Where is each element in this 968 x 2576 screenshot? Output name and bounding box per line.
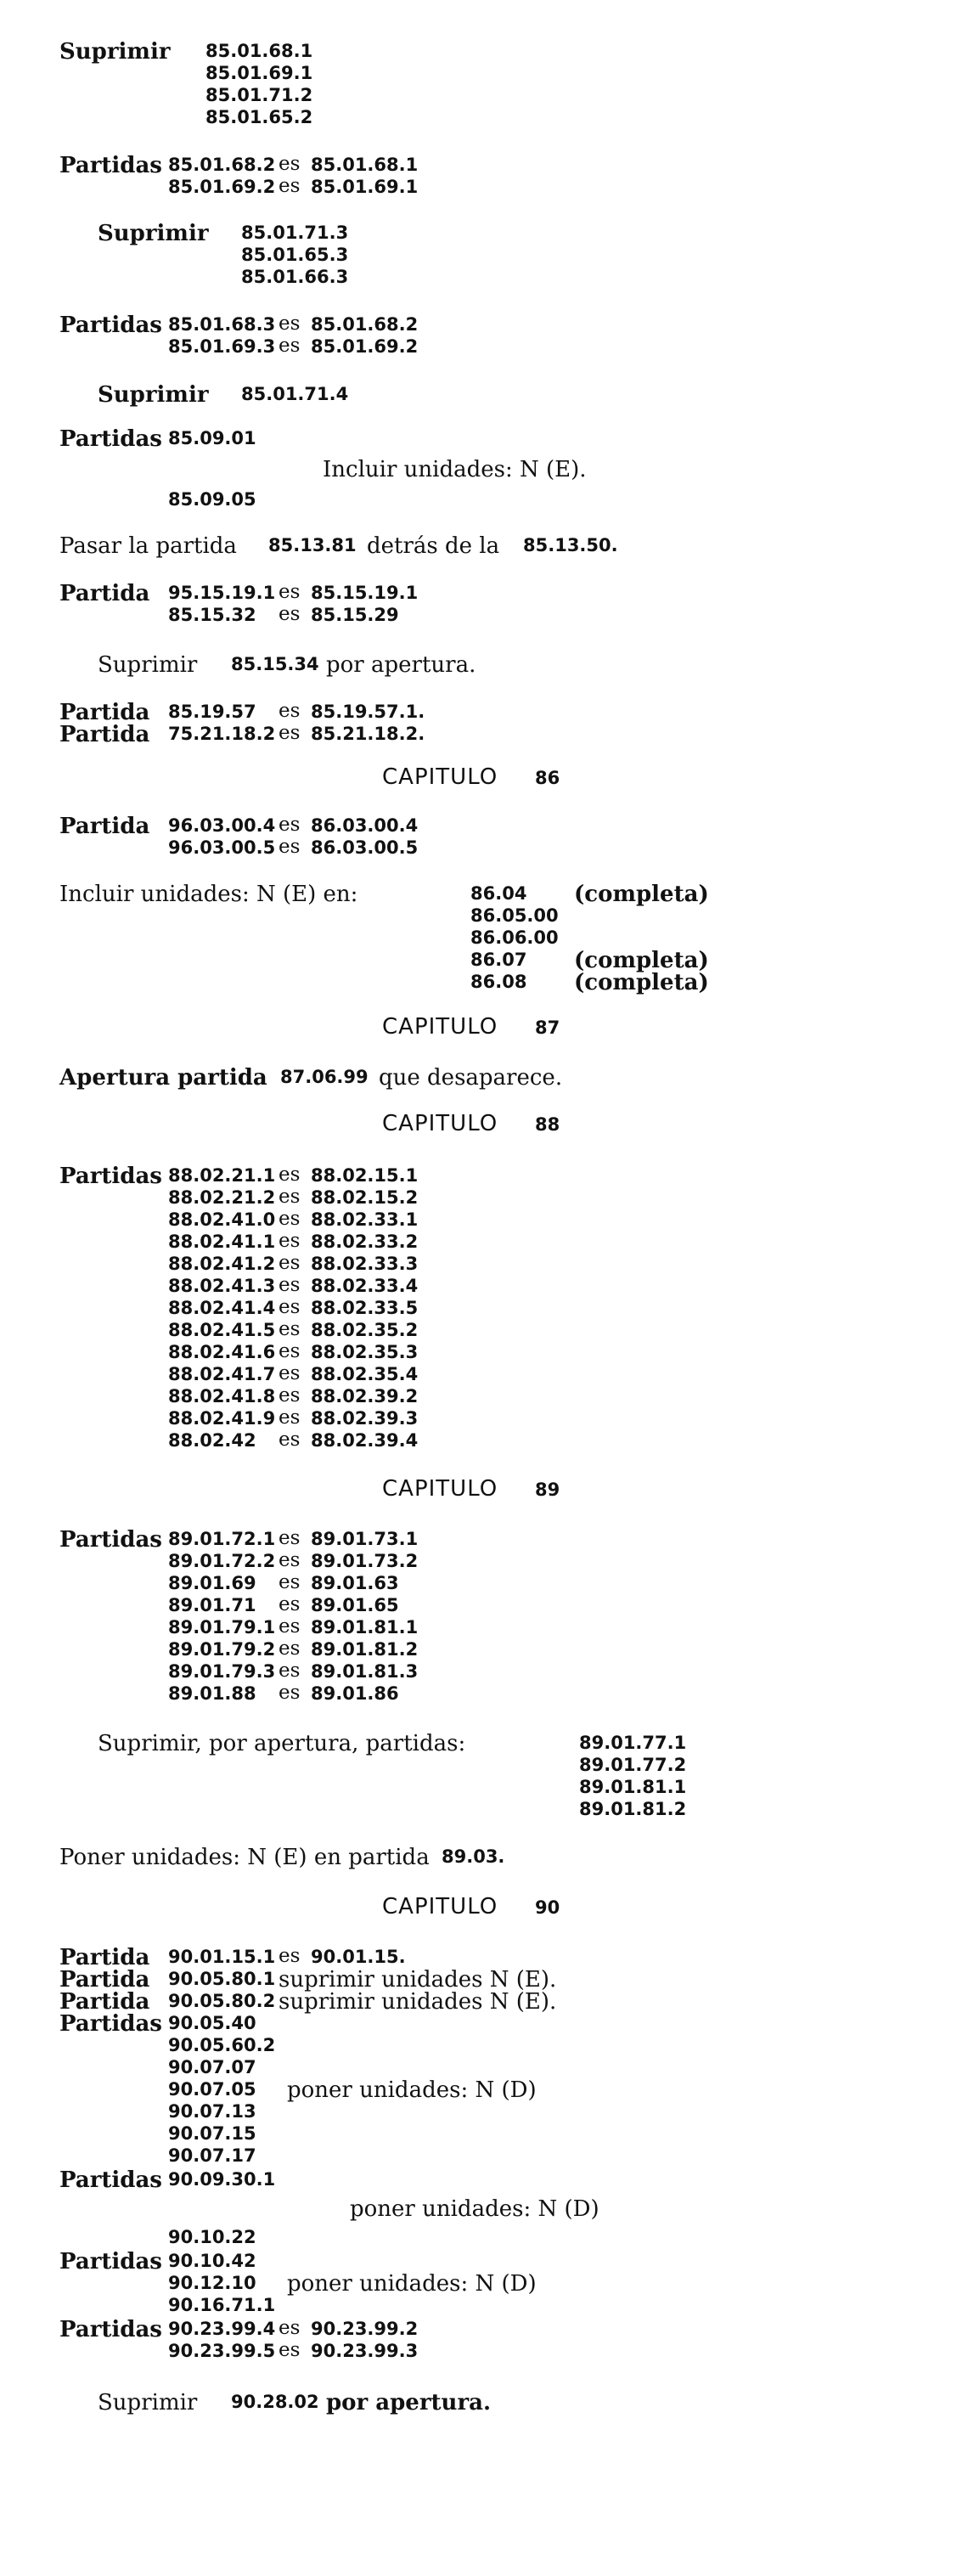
relation-es: es bbox=[279, 1637, 301, 1660]
code: 88.02.21.2 bbox=[168, 1187, 276, 1208]
code: 88.02.35.2 bbox=[311, 1320, 419, 1340]
code: 90.23.99.4 bbox=[168, 2319, 276, 2339]
code: 90.01.15. bbox=[311, 1947, 406, 1967]
suprimir-label: Suprimir bbox=[98, 2390, 198, 2415]
code: 89.01.72.2 bbox=[168, 1551, 276, 1571]
chapter-heading: CAPITULO bbox=[382, 1476, 498, 1502]
note-text: Incluir unidades: N (E). bbox=[323, 457, 587, 482]
incluir-label: Incluir unidades: N (E) en: bbox=[59, 882, 358, 907]
chapter-heading: CAPITULO bbox=[382, 1111, 498, 1136]
chapter-number: 89 bbox=[535, 1480, 560, 1500]
partida-label: Partida bbox=[59, 814, 150, 839]
code: 86.04 bbox=[470, 883, 527, 904]
completa-note: (completa) bbox=[574, 948, 709, 973]
code: 86.06.00 bbox=[470, 927, 559, 948]
code: 88.02.39.2 bbox=[311, 1386, 419, 1406]
code: 85.21.18.2. bbox=[311, 724, 425, 744]
pasar-text: Pasar la partida bbox=[59, 533, 237, 559]
code: 85.09.05 bbox=[168, 489, 256, 510]
partida-label: Partida bbox=[59, 722, 150, 747]
code: 90.05.40 bbox=[168, 2013, 256, 2033]
relation-es: es bbox=[279, 1296, 301, 1318]
code: 88.02.41.2 bbox=[168, 1254, 276, 1274]
relation-es: es bbox=[279, 1660, 301, 1682]
code: 88.02.41.7 bbox=[168, 1364, 276, 1384]
code: 89.01.79.1 bbox=[168, 1617, 276, 1637]
code: 90.23.99.3 bbox=[311, 2341, 419, 2361]
code: 88.02.33.3 bbox=[311, 1254, 419, 1274]
note-text: que desaparece. bbox=[379, 1065, 563, 1091]
partida-label: Partida bbox=[59, 1989, 150, 2015]
code: 86.05.00 bbox=[470, 905, 559, 926]
suprimir-label: Suprimir bbox=[98, 221, 209, 246]
code: 88.02.35.4 bbox=[311, 1364, 419, 1384]
code: 89.01.81.2 bbox=[311, 1639, 419, 1660]
code: 85.01.68.3 bbox=[168, 314, 276, 335]
chapter-number: 88 bbox=[535, 1114, 560, 1135]
relation-es: es bbox=[279, 1384, 301, 1406]
code: 90.05.80.1 bbox=[168, 1969, 276, 1989]
code: 89.01.77.2 bbox=[579, 1755, 687, 1775]
chapter-number: 90 bbox=[535, 1897, 560, 1918]
code: 85.01.71.2 bbox=[205, 85, 313, 105]
partida-label: Partida bbox=[59, 700, 150, 725]
relation-es: es bbox=[279, 1208, 301, 1230]
note-text: por apertura. bbox=[326, 652, 476, 678]
relation-es: es bbox=[279, 1274, 301, 1296]
relation-es: es bbox=[279, 1252, 301, 1274]
relation-es: es bbox=[279, 1230, 301, 1252]
code: 90.09.30.1 bbox=[168, 2169, 276, 2190]
relation-es: es bbox=[279, 2317, 301, 2339]
partida-label: Partida bbox=[59, 581, 150, 606]
code: 85.01.69.1 bbox=[311, 177, 419, 197]
code: 89.01.73.1 bbox=[311, 1529, 419, 1549]
code: 89.01.63 bbox=[311, 1573, 399, 1593]
relation-es: es bbox=[279, 1593, 301, 1615]
relation-es: es bbox=[279, 1549, 301, 1571]
code: 85.01.69.3 bbox=[168, 336, 276, 357]
code: 85.13.50. bbox=[523, 535, 618, 555]
completa-note: (completa) bbox=[574, 970, 709, 995]
note-text: por apertura. bbox=[326, 2390, 492, 2415]
code: 85.01.66.3 bbox=[241, 267, 349, 287]
code: 86.08 bbox=[470, 972, 527, 992]
code: 88.02.41.1 bbox=[168, 1232, 276, 1252]
code: 89.01.88 bbox=[168, 1683, 256, 1704]
code: 85.01.69.2 bbox=[168, 177, 276, 197]
code: 90.16.71.1 bbox=[168, 2295, 276, 2315]
code: 88.02.41.3 bbox=[168, 1276, 276, 1296]
chapter-heading: CAPITULO bbox=[382, 1894, 498, 1919]
code: 89.01.69 bbox=[168, 1573, 256, 1593]
code: 89.01.72.1 bbox=[168, 1529, 276, 1549]
code: 88.02.21.1 bbox=[168, 1165, 276, 1186]
code: 89.01.65 bbox=[311, 1595, 399, 1615]
suprimir-label: Suprimir bbox=[59, 39, 171, 65]
code: 90.23.99.5 bbox=[168, 2341, 276, 2361]
relation-es: es bbox=[279, 1362, 301, 1384]
code: 88.02.33.4 bbox=[311, 1276, 419, 1296]
code: 86.07 bbox=[470, 950, 527, 970]
chapter-heading: CAPITULO bbox=[382, 764, 498, 790]
relation-es: es bbox=[279, 175, 301, 197]
suprimir-label: Suprimir bbox=[98, 652, 198, 678]
partidas-label: Partidas bbox=[59, 2167, 162, 2193]
partidas-label: Partidas bbox=[59, 313, 162, 338]
poner-unidades-text: Poner unidades: N (E) en partida bbox=[59, 1845, 430, 1870]
code: 89.03. bbox=[442, 1846, 505, 1867]
code: 90.07.05 bbox=[168, 2079, 256, 2100]
relation-es: es bbox=[279, 1945, 301, 1967]
code: 88.02.35.3 bbox=[311, 1342, 419, 1362]
relation-es: es bbox=[279, 1615, 301, 1637]
code: 89.01.81.3 bbox=[311, 1661, 419, 1682]
code: 85.15.34 bbox=[231, 654, 319, 674]
code: 89.01.79.3 bbox=[168, 1661, 276, 1682]
code: 85.09.01 bbox=[168, 428, 256, 448]
suprimir-apertura-label: Suprimir, por apertura, partidas: bbox=[98, 1731, 466, 1756]
chapter-number: 87 bbox=[535, 1017, 560, 1038]
code: 88.02.41.8 bbox=[168, 1386, 276, 1406]
code: 90.23.99.2 bbox=[311, 2319, 419, 2339]
code: 88.02.39.3 bbox=[311, 1408, 419, 1429]
code: 88.02.41.5 bbox=[168, 1320, 276, 1340]
partidas-label: Partidas bbox=[59, 1164, 162, 1189]
relation-es: es bbox=[279, 581, 301, 603]
poner-unidades-text: poner unidades: N (D) bbox=[350, 2196, 599, 2222]
partidas-label: Partidas bbox=[59, 2249, 162, 2274]
relation-es: es bbox=[279, 1527, 301, 1549]
code: 88.02.41.6 bbox=[168, 1342, 276, 1362]
code: 90.07.07 bbox=[168, 2057, 256, 2077]
code: 85.15.19.1 bbox=[311, 583, 419, 603]
code: 89.01.79.2 bbox=[168, 1639, 276, 1660]
code: 85.15.32 bbox=[168, 605, 256, 625]
relation-es: es bbox=[279, 1406, 301, 1429]
code: 85.01.71.4 bbox=[241, 384, 349, 404]
code: 90.07.15 bbox=[168, 2123, 256, 2144]
relation-es: es bbox=[279, 1429, 301, 1451]
code: 88.02.33.1 bbox=[311, 1209, 419, 1230]
code: 85.01.65.2 bbox=[205, 107, 313, 127]
code: 86.03.00.4 bbox=[311, 815, 419, 836]
relation-es: es bbox=[279, 2339, 301, 2361]
code: 90.10.22 bbox=[168, 2227, 256, 2247]
completa-note: (completa) bbox=[574, 882, 709, 907]
code: 88.02.33.5 bbox=[311, 1298, 419, 1318]
suprimir-label: Suprimir bbox=[98, 382, 209, 408]
code: 88.02.33.2 bbox=[311, 1232, 419, 1252]
code: 85.01.68.2 bbox=[168, 155, 276, 175]
relation-es: es bbox=[279, 1186, 301, 1208]
partida-label: Partida bbox=[59, 1945, 150, 1970]
code: 75.21.18.2 bbox=[168, 724, 276, 744]
code: 88.02.41.9 bbox=[168, 1408, 276, 1429]
code: 85.01.69.2 bbox=[311, 336, 419, 357]
relation-es: es bbox=[279, 1682, 301, 1704]
partidas-label: Partidas bbox=[59, 426, 162, 452]
code: 88.02.15.2 bbox=[311, 1187, 419, 1208]
partidas-label: Partidas bbox=[59, 2011, 162, 2037]
code: 90.10.42 bbox=[168, 2251, 256, 2271]
relation-es: es bbox=[279, 836, 301, 858]
code: 90.01.15.1 bbox=[168, 1947, 276, 1967]
apertura-label: Apertura partida bbox=[59, 1065, 267, 1091]
code: 96.03.00.5 bbox=[168, 837, 276, 858]
code: 89.01.77.1 bbox=[579, 1733, 687, 1753]
poner-unidades-text: poner unidades: N (D) bbox=[287, 2271, 537, 2297]
partidas-label: Partidas bbox=[59, 2317, 162, 2342]
code: 85.01.69.1 bbox=[205, 63, 313, 83]
code: 88.02.41.4 bbox=[168, 1298, 276, 1318]
poner-unidades-text: poner unidades: N (D) bbox=[287, 2077, 537, 2103]
code: 88.02.15.1 bbox=[311, 1165, 419, 1186]
code: 90.07.13 bbox=[168, 2101, 256, 2122]
code: 89.01.81.1 bbox=[579, 1777, 687, 1797]
code: 85.01.68.1 bbox=[311, 155, 419, 175]
code: 96.03.00.4 bbox=[168, 815, 276, 836]
code: 89.01.81.1 bbox=[311, 1617, 419, 1637]
partidas-label: Partidas bbox=[59, 153, 162, 178]
code: 90.28.02 bbox=[231, 2392, 319, 2412]
suprimir-unidades-text: suprimir unidades N (E). bbox=[279, 1967, 557, 1993]
relation-es: es bbox=[279, 603, 301, 625]
suprimir-unidades-text: suprimir unidades N (E). bbox=[279, 1989, 557, 2015]
code: 89.01.71 bbox=[168, 1595, 256, 1615]
code: 85.15.29 bbox=[311, 605, 399, 625]
code: 88.02.39.4 bbox=[311, 1430, 419, 1451]
code: 85.01.65.3 bbox=[241, 245, 349, 265]
relation-es: es bbox=[279, 313, 301, 335]
partidas-label: Partidas bbox=[59, 1527, 162, 1553]
code: 90.07.17 bbox=[168, 2145, 256, 2166]
code: 85.01.71.3 bbox=[241, 223, 349, 243]
code: 88.02.41.0 bbox=[168, 1209, 276, 1230]
chapter-heading: CAPITULO bbox=[382, 1014, 498, 1040]
code: 89.01.81.2 bbox=[579, 1799, 687, 1819]
relation-es: es bbox=[279, 1571, 301, 1593]
code: 85.01.68.2 bbox=[311, 314, 419, 335]
relation-es: es bbox=[279, 722, 301, 744]
code: 85.01.68.1 bbox=[205, 41, 313, 61]
relation-es: es bbox=[279, 335, 301, 357]
code: 89.01.73.2 bbox=[311, 1551, 419, 1571]
partida-label: Partida bbox=[59, 1967, 150, 1993]
pasar-text: detrás de la bbox=[367, 533, 500, 559]
code: 90.12.10 bbox=[168, 2273, 256, 2293]
relation-es: es bbox=[279, 153, 301, 175]
code: 85.19.57.1. bbox=[311, 702, 425, 722]
code: 90.05.80.2 bbox=[168, 1991, 276, 2011]
code: 86.03.00.5 bbox=[311, 837, 419, 858]
code: 95.15.19.1 bbox=[168, 583, 276, 603]
code: 87.06.99 bbox=[280, 1067, 369, 1087]
chapter-number: 86 bbox=[535, 768, 560, 788]
code: 89.01.86 bbox=[311, 1683, 399, 1704]
relation-es: es bbox=[279, 814, 301, 836]
code: 85.19.57 bbox=[168, 702, 256, 722]
code: 85.13.81 bbox=[268, 535, 357, 555]
relation-es: es bbox=[279, 1164, 301, 1186]
code: 88.02.42 bbox=[168, 1430, 256, 1451]
relation-es: es bbox=[279, 1318, 301, 1340]
code: 90.05.60.2 bbox=[168, 2035, 276, 2055]
relation-es: es bbox=[279, 700, 301, 722]
relation-es: es bbox=[279, 1340, 301, 1362]
